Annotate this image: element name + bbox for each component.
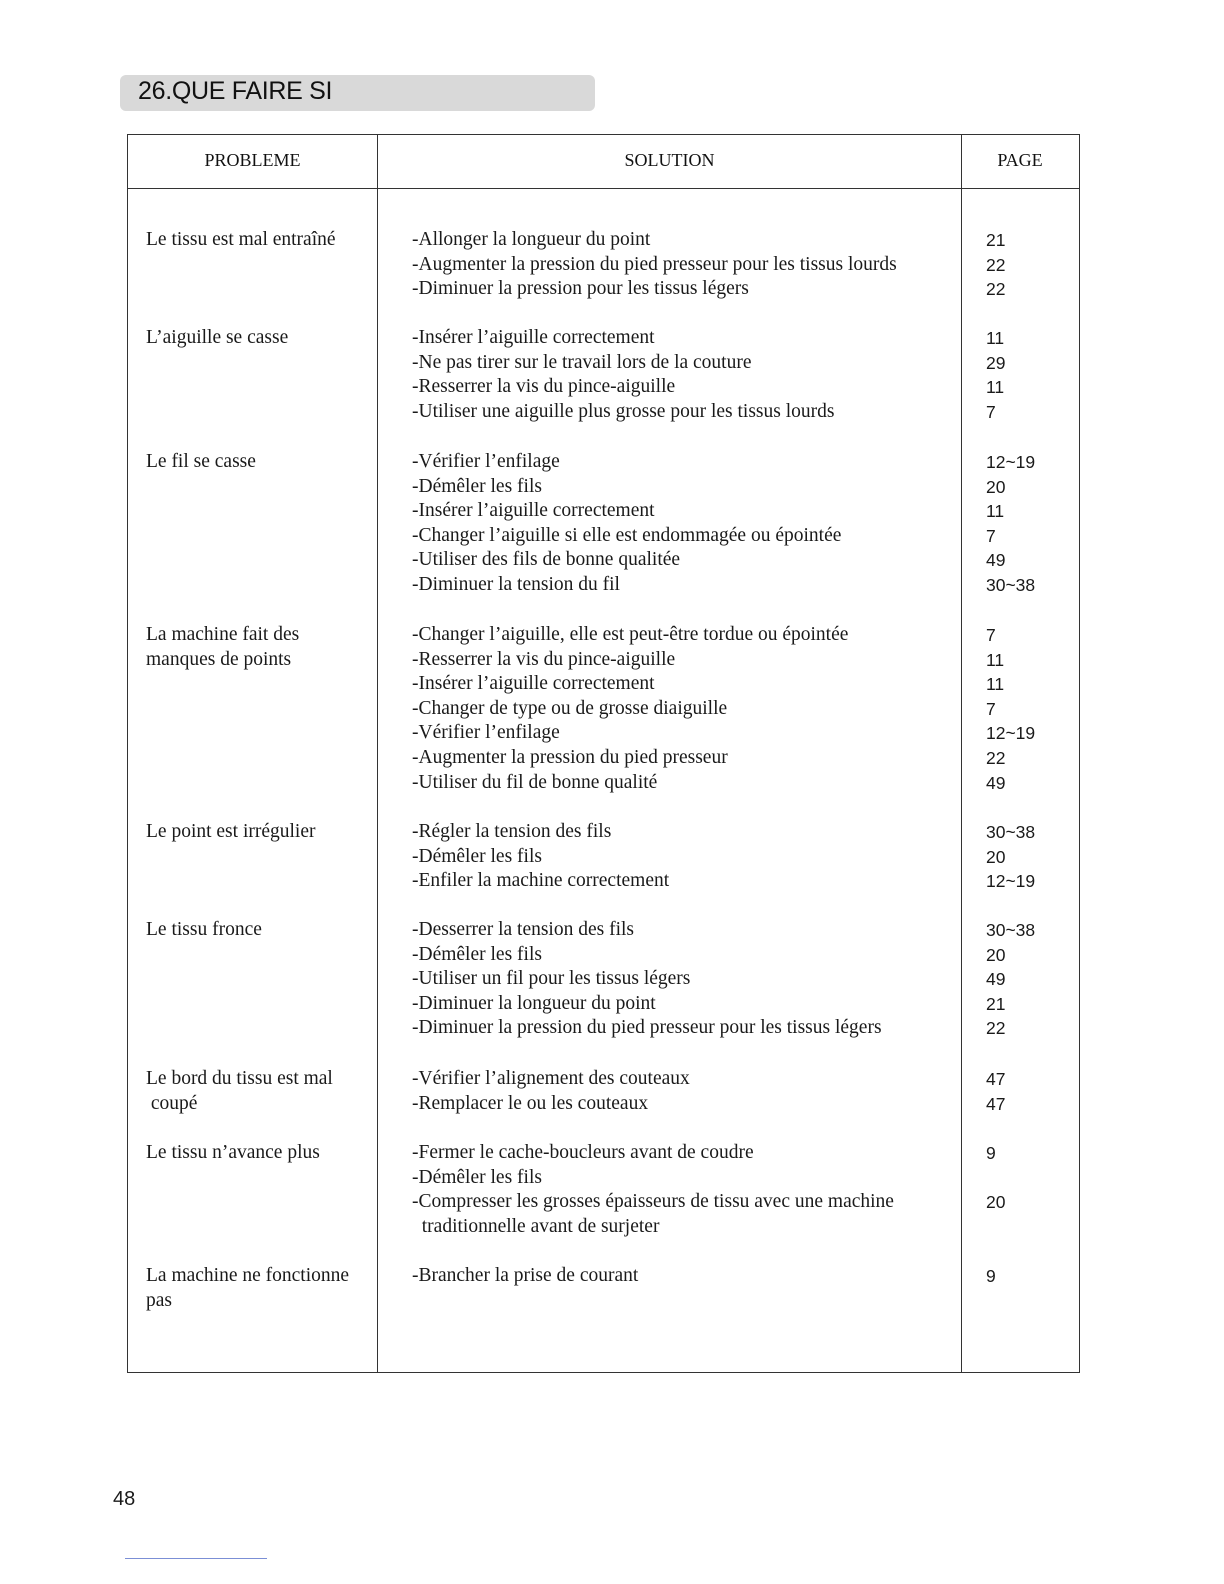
- section-title: 26.QUE FAIRE SI: [138, 77, 333, 105]
- column-divider: [377, 135, 378, 1372]
- page-list: [986, 1067, 1066, 1116]
- page-reference: 22: [986, 279, 1006, 300]
- solution-item: -Resserrer la vis du pince-aiguille: [412, 648, 676, 670]
- page-reference: 49: [986, 969, 1006, 990]
- footer-rule: [125, 1558, 267, 1559]
- problem-cell: [146, 820, 378, 845]
- solution-item: -Changer l’aiguille, elle est peut-être tordue ou épointée: [412, 624, 849, 645]
- solution-item: -Démêler les fils: [412, 943, 542, 965]
- problem-text: Le tissu est mal entraîné: [146, 229, 336, 250]
- page-reference: 22: [986, 1018, 1006, 1039]
- solution-item: -Démêler les fils: [412, 1166, 542, 1188]
- page-reference: 11: [986, 649, 1005, 670]
- solution-list: [412, 623, 952, 795]
- page-reference: 21: [986, 993, 1006, 1014]
- solution-item: -Démêler les fils: [412, 845, 542, 867]
- page-reference: 12~19: [986, 452, 1036, 472]
- page-reference: 20: [986, 1192, 1006, 1213]
- page-reference: 7: [986, 625, 996, 645]
- page-reference: [986, 1166, 1066, 1191]
- header-divider: [128, 188, 1079, 189]
- page-reference: 30~38: [986, 574, 1036, 595]
- column-divider: [961, 135, 962, 1372]
- solution-item: -Brancher la prise de courant: [412, 1265, 639, 1286]
- page-reference: 7: [986, 698, 996, 719]
- page-reference: 12~19: [986, 723, 1036, 744]
- page-list: [986, 820, 1066, 894]
- page-list: [986, 1264, 1066, 1289]
- page-reference: 11: [986, 328, 1005, 348]
- problem-text: La machine ne fonctionne: [146, 1265, 350, 1286]
- page-reference: 9: [986, 1266, 996, 1286]
- page-reference: 49: [986, 550, 1006, 571]
- column-header-solution: SOLUTION: [624, 150, 715, 170]
- solution-item: -Remplacer le ou les couteaux: [412, 1092, 649, 1114]
- solution-list: [412, 450, 952, 598]
- page-list: [986, 326, 1066, 424]
- page-number: 48: [113, 1488, 136, 1510]
- problem-text: Le tissu n’avance plus: [146, 1142, 320, 1163]
- problem-text: coupé: [146, 1092, 198, 1114]
- solution-item: -Vérifier l’enfilage: [412, 451, 560, 472]
- solution-item: -Diminuer la longueur du point: [412, 992, 656, 1014]
- solution-list: [412, 326, 952, 424]
- page-reference: 9: [986, 1143, 996, 1163]
- page-reference: 47: [986, 1069, 1006, 1089]
- solution-list: [412, 1264, 952, 1289]
- problem-text: manques de points: [146, 648, 292, 670]
- solution-item: -Vérifier l’enfilage: [412, 722, 560, 744]
- solution-item: -Utiliser des fils de bonne qualitée: [412, 549, 681, 571]
- solution-item: -Enfiler la machine correctement: [412, 870, 670, 892]
- solution-list: [412, 1141, 952, 1239]
- page-reference: 22: [986, 254, 1006, 275]
- solution-item: -Insérer l’aiguille correctement: [412, 673, 655, 695]
- page-reference: [986, 1215, 1066, 1240]
- page-list: [986, 228, 1066, 302]
- page-reference: 7: [986, 401, 996, 422]
- column-header-problem: PROBLEME: [204, 150, 301, 170]
- page-reference: 20: [986, 846, 1006, 867]
- solution-item: -Démêler les fils: [412, 475, 542, 497]
- problem-text: Le tissu fronce: [146, 919, 262, 940]
- solution-list: [412, 918, 952, 1041]
- problem-cell: [146, 623, 378, 672]
- solution-item: traditionnelle avant de surjeter: [412, 1215, 660, 1237]
- page-reference: 22: [986, 747, 1006, 768]
- page-reference: 29: [986, 352, 1006, 373]
- problem-text: Le fil se casse: [146, 451, 256, 472]
- solution-item: -Compresser les grosses épaisseurs de tissu avec une machine: [412, 1191, 894, 1213]
- solution-item: -Régler la tension des fils: [412, 821, 612, 842]
- page-list: [986, 623, 1066, 795]
- section-title-bar: [120, 75, 595, 111]
- problem-text: Le bord du tissu est mal: [146, 1068, 333, 1089]
- page-reference: 47: [986, 1093, 1006, 1114]
- page-reference: 7: [986, 525, 996, 546]
- problem-cell: [146, 1067, 378, 1116]
- page-reference: 11: [986, 377, 1005, 398]
- page-reference: 30~38: [986, 920, 1036, 940]
- solution-item: -Utiliser un fil pour les tissus légers: [412, 968, 691, 990]
- page-reference: 12~19: [986, 871, 1036, 892]
- solution-list: [412, 1067, 952, 1116]
- page-reference: 21: [986, 230, 1006, 250]
- solution-item: -Diminuer la pression du pied presseur pour les tissus légers: [412, 1017, 882, 1039]
- page-reference: 20: [986, 944, 1006, 965]
- page-reference: 11: [986, 501, 1005, 522]
- solution-item: -Resserrer la vis du pince-aiguille: [412, 376, 676, 398]
- problem-text: pas: [146, 1289, 172, 1311]
- solution-item: -Allonger la longueur du point: [412, 229, 651, 250]
- solution-item: -Diminuer la pression pour les tissus légers: [412, 278, 749, 300]
- page-list: [986, 450, 1066, 598]
- problem-cell: [146, 1264, 378, 1313]
- solution-item: -Augmenter la pression du pied presseur: [412, 746, 728, 768]
- page-reference: 30~38: [986, 822, 1036, 842]
- page-reference: 20: [986, 476, 1006, 497]
- problem-text: L’aiguille se casse: [146, 327, 289, 348]
- solution-list: [412, 228, 952, 302]
- solution-item: -Vérifier l’alignement des couteaux: [412, 1068, 690, 1089]
- solution-item: -Insérer l’aiguille correctement: [412, 500, 655, 522]
- solution-item: -Desserrer la tension des fils: [412, 919, 635, 940]
- problem-cell: [146, 326, 378, 351]
- solution-item: -Utiliser du fil de bonne qualité: [412, 771, 658, 793]
- problem-text: La machine fait des: [146, 624, 300, 645]
- page-list: [986, 1141, 1066, 1239]
- solution-item: -Diminuer la tension du fil: [412, 573, 620, 595]
- page-list: [986, 918, 1066, 1041]
- solution-item: -Fermer le cache-boucleurs avant de coudre: [412, 1142, 754, 1163]
- problem-cell: [146, 228, 378, 253]
- problem-text: Le point est irrégulier: [146, 821, 316, 842]
- solution-item: -Changer l’aiguille si elle est endommagée ou épointée: [412, 524, 842, 546]
- problem-cell: [146, 450, 378, 475]
- solution-item: -Augmenter la pression du pied presseur pour les tissus lourds: [412, 253, 897, 275]
- column-header-page: PAGE: [997, 150, 1043, 170]
- problem-cell: [146, 1141, 378, 1166]
- problem-cell: [146, 918, 378, 943]
- solution-item: -Insérer l’aiguille correctement: [412, 327, 655, 348]
- solution-item: -Ne pas tirer sur le travail lors de la couture: [412, 351, 752, 373]
- page-reference: 49: [986, 772, 1006, 793]
- troubleshooting-table: [127, 134, 1080, 1373]
- solution-list: [412, 820, 952, 894]
- solution-item: -Changer de type ou de grosse diaiguille: [412, 697, 728, 719]
- page-reference: 11: [986, 674, 1005, 695]
- solution-item: -Utiliser une aiguille plus grosse pour les tissus lourds: [412, 400, 835, 422]
